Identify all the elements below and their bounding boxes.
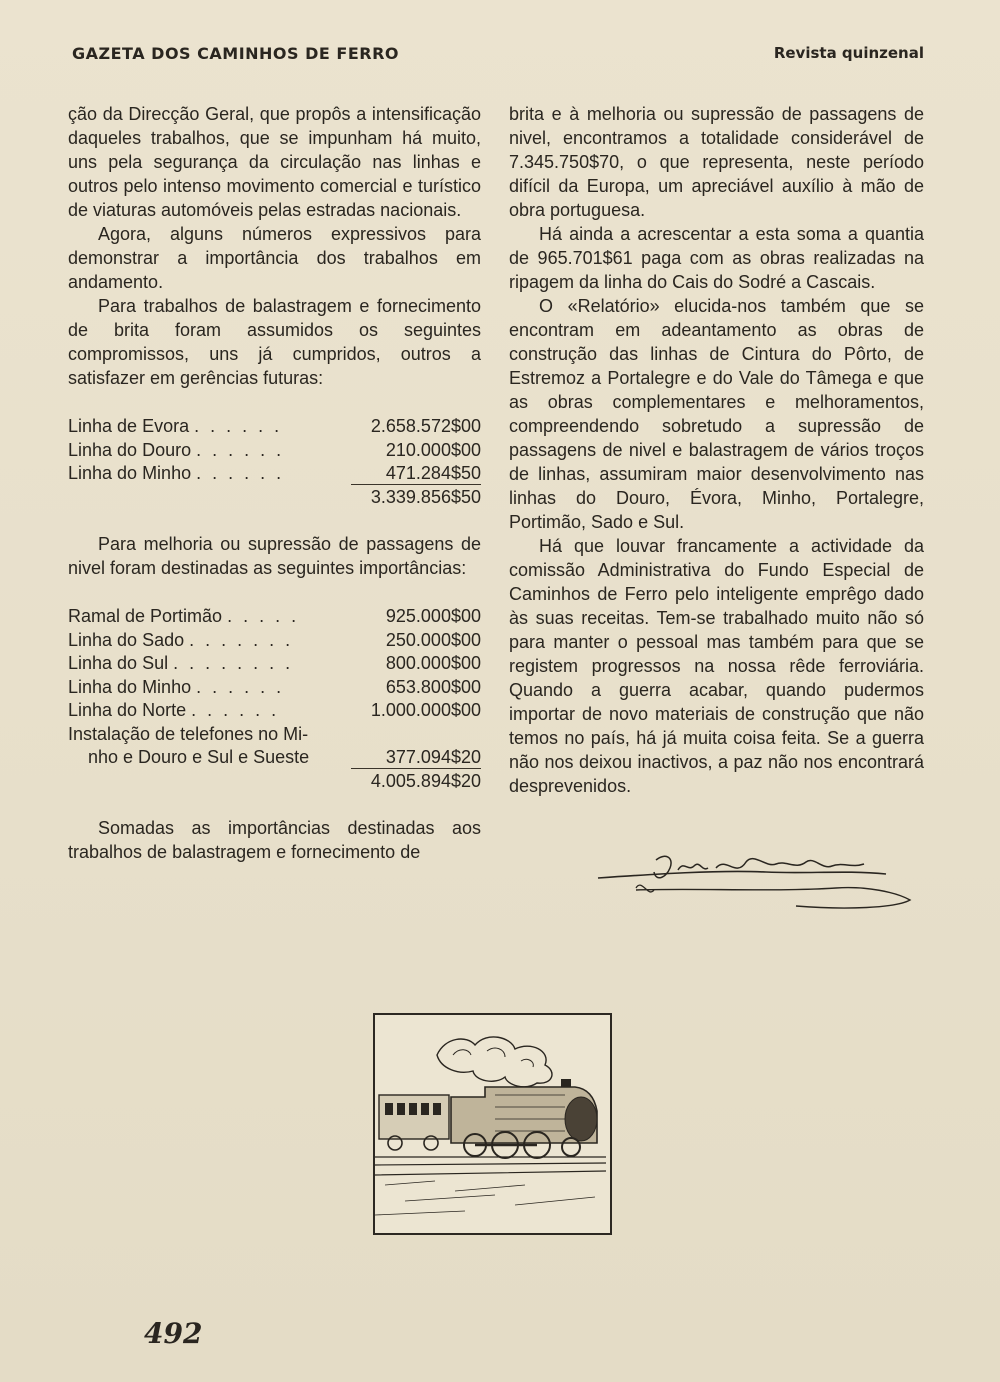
table-row: [68, 461, 481, 485]
row-amount: 250.000$00: [385, 629, 481, 650]
table-total: 3.339.856$50: [370, 486, 481, 507]
handwritten-signature: [596, 848, 914, 914]
leader-dots: . . . . . .: [194, 416, 283, 436]
leader-dots: . . . . . .: [191, 700, 280, 720]
row-label: Linha do Douro: [68, 439, 192, 460]
page-number: 492: [144, 1317, 203, 1350]
left-column: [68, 102, 481, 864]
leader-dots: . . . . .: [227, 606, 300, 626]
paragraph: Há ainda a acrescentar a esta soma a quantia de 965.701$61 paga com as obras realizadas na ripagem da linha do Cais do Sodré a Cascais.: [509, 224, 924, 292]
table-row: [68, 628, 481, 652]
row-label: Linha do Minho: [68, 676, 192, 697]
table-row: [68, 414, 481, 438]
paragraph: Para trabalhos de balastragem e fornecimento de brita foram assumidos os seguintes compromissos, uns já cumpridos, outros a satisfazer em gerências futuras:: [68, 296, 481, 388]
row-amount: 925.000$00: [385, 606, 481, 626]
table-total: 4.005.894$20: [370, 770, 481, 791]
table-row: [68, 722, 481, 746]
paragraph: ção da Direcção Geral, que propôs a intensificação daqueles trabalhos, que se impunham há muito, uns pela segurança da circulação nas linhas e outros pelo intenso movimento comercial e turístico de viaturas automóveis pelas estradas nacionais.: [68, 104, 481, 220]
row-label: Instalação de telefones no Mi-: [68, 723, 309, 744]
table-row: [68, 745, 481, 769]
row-label: Linha do Norte: [68, 700, 187, 720]
row-label: Linha de Evora: [68, 416, 190, 436]
leader-dots: . . . . . . .: [189, 629, 294, 650]
paragraph: Somadas as importâncias destinadas aos trabalhos de balastragem e fornecimento de: [68, 818, 481, 862]
paragraph: brita e à melhoria ou supressão de passagens de nivel, encontramos a totalidade considerável de 7.345.750$70, o que representa, neste período difícil da Europa, um apreciável auxílio à mão de obra portuguesa.: [509, 104, 924, 220]
table-total-row: [68, 485, 481, 509]
leader-dots: . . . . . .: [196, 676, 285, 697]
paragraph: Agora, alguns números expressivos para demonstrar a importância dos trabalhos em andamento.: [68, 224, 481, 292]
leader-dots: . . . . . . . .: [173, 653, 294, 673]
row-label: nho e Douro e Sul e Sueste: [88, 747, 310, 767]
row-label: Linha do Sado: [68, 629, 185, 650]
row-amount: 2.658.572$00: [370, 416, 481, 436]
row-amount: 210.000$00: [385, 439, 481, 460]
journal-title: GAZETA DOS CAMINHOS DE FERRO: [72, 44, 400, 63]
table-row: [68, 438, 481, 462]
row-label: Ramal de Portimão: [68, 606, 223, 626]
table-row: [68, 698, 481, 722]
leader-dots: . . . . . .: [196, 439, 285, 460]
journal-subtitle: Revista quinzenal: [773, 44, 924, 62]
row-label: Linha do Minho: [68, 463, 192, 483]
row-label: Linha do Sul: [68, 653, 169, 673]
row-amount: 800.000$00: [385, 653, 481, 673]
locomotive-illustration: [373, 1013, 612, 1235]
row-amount: 471.284$50: [351, 461, 481, 485]
leader-dots: . . . . . .: [196, 463, 285, 483]
paragraph: O «Relatório» elucida-nos também que se encontram em adeantamento as obras de construção das linhas de Cintura do Pôrto, de Estremoz a Portalegre e do Vale do Tâmega e que as obras complementares e melhoramentos, compreendendo sobretudo a supressão de passagens de nivel e balastragem de vários troços de linhas, assumiram maior desenvolvimento nas linhas do Douro, Évora, Minho, Portalegre, Portimão, Sado e Sul.: [509, 296, 924, 532]
table-row: [68, 651, 481, 675]
table-row: [68, 604, 481, 628]
row-amount: 377.094$20: [351, 745, 481, 769]
ballast-table: [68, 414, 481, 508]
crossings-table: [68, 604, 481, 792]
table-total-row: [68, 769, 481, 793]
paragraph: Para melhoria ou supressão de passagens de nivel foram destinadas as seguintes importâncias:: [68, 534, 481, 578]
table-row: [68, 675, 481, 699]
train-icon: [375, 1015, 606, 1229]
row-amount: 1.000.000$00: [370, 700, 481, 720]
right-column: [509, 102, 924, 798]
paragraph: Há que louvar francamente a actividade da comissão Administrativa do Fundo Especial de Caminhos de Ferro pelo inteligente emprêgo dado às suas receitas. Tem-se trabalhado muito não só para manter o pessoal mas também para que se registem progressos na nossa rêde ferroviária. Quando a guerra acabar, quando pudermos importar de novo materiais de construção que não temos no país, há já muita coisa feita. Se a guerra não nos deixou inactivos, a paz não nos encontrará desprevenidos.: [509, 536, 924, 796]
row-amount: 653.800$00: [385, 676, 481, 697]
